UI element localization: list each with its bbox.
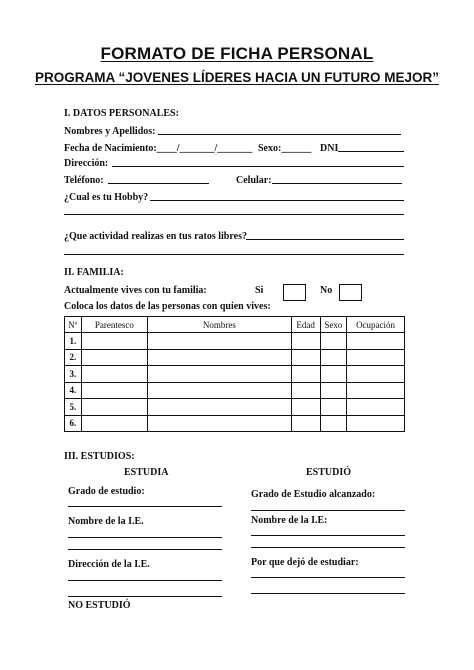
- age-cell[interactable]: [291, 349, 320, 366]
- sex-cell[interactable]: [320, 415, 346, 432]
- row-number: 6.: [65, 415, 82, 432]
- institution-field[interactable]: [68, 537, 222, 538]
- cell-field[interactable]: [272, 183, 402, 184]
- reason-field-line-2[interactable]: [251, 593, 405, 594]
- free-time-field[interactable]: [246, 239, 404, 240]
- sex-cell[interactable]: [320, 399, 346, 416]
- relationship-cell[interactable]: [81, 399, 147, 416]
- yes-label: Si: [255, 285, 264, 296]
- age-cell[interactable]: [291, 382, 320, 399]
- table-row: [65, 399, 405, 416]
- names-label: Nombres y Apellidos:: [64, 126, 156, 137]
- grade-field[interactable]: [68, 506, 222, 507]
- names-cell[interactable]: [148, 382, 291, 399]
- relationship-cell[interactable]: [81, 415, 147, 432]
- reason-field[interactable]: [251, 577, 405, 578]
- col-sex: Sexo: [320, 317, 346, 333]
- names-cell[interactable]: [148, 366, 291, 383]
- institution-field-right[interactable]: [251, 535, 405, 536]
- section-studies-title: III. ESTUDIOS:: [64, 451, 135, 462]
- row-number: 1.: [65, 333, 82, 350]
- row-number: 2.: [65, 349, 82, 366]
- row-number: 3.: [65, 366, 82, 383]
- col-number: Nº: [65, 317, 82, 333]
- institution-address-field-line-2[interactable]: [68, 596, 222, 597]
- family-table-header: [65, 317, 405, 333]
- hobby-field[interactable]: [150, 200, 404, 201]
- col-names: Nombres: [148, 317, 291, 333]
- row-number: 5.: [65, 399, 82, 416]
- row-number: 4.: [65, 382, 82, 399]
- reason-label: Por que dejó de estudiar:: [251, 557, 359, 568]
- age-cell[interactable]: [291, 399, 320, 416]
- phone-label: Teléfono:: [64, 175, 104, 186]
- yes-checkbox[interactable]: [283, 284, 306, 301]
- family-instructions: Coloca los datos de las personas con quien vives:: [64, 301, 271, 312]
- occupation-cell[interactable]: [347, 349, 405, 366]
- institution-field-line-2[interactable]: [68, 549, 222, 550]
- table-row: [65, 366, 405, 383]
- address-label: Dirección:: [64, 158, 109, 169]
- names-cell[interactable]: [148, 415, 291, 432]
- table-row: [65, 415, 405, 432]
- cell-label: Celular:: [236, 175, 272, 186]
- section-family-title: II. FAMILIA:: [64, 267, 124, 278]
- names-cell[interactable]: [148, 333, 291, 350]
- studying-header: ESTUDIA: [124, 467, 169, 478]
- occupation-cell[interactable]: [347, 382, 405, 399]
- age-cell[interactable]: [291, 333, 320, 350]
- program-subtitle: PROGRAMA “JOVENES LÍDERES HACIA UN FUTURO MEJOR”: [34, 70, 440, 85]
- sex-cell[interactable]: [320, 333, 346, 350]
- occupation-cell[interactable]: [347, 333, 405, 350]
- col-relationship: Parentesco: [81, 317, 147, 333]
- occupation-cell[interactable]: [347, 366, 405, 383]
- birth-date-label: Fecha de Nacimiento:____/_______/_______: [64, 143, 253, 154]
- document-title: FORMATO DE FICHA PERSONAL: [100, 44, 374, 63]
- not-studied-label: NO ESTUDIÓ: [68, 600, 131, 611]
- relationship-cell[interactable]: [81, 349, 147, 366]
- dni-field[interactable]: [338, 151, 404, 152]
- lives-with-family-label: Actualmente vives con tu familia:: [64, 285, 207, 296]
- names-field[interactable]: [158, 134, 401, 135]
- hobby-field-line-2[interactable]: [64, 214, 404, 215]
- institution-field-right-line-2[interactable]: [251, 547, 405, 548]
- grade-reached-field[interactable]: [251, 510, 405, 511]
- address-field[interactable]: [112, 166, 404, 167]
- col-age: Edad: [291, 317, 320, 333]
- relationship-cell[interactable]: [81, 382, 147, 399]
- age-cell[interactable]: [291, 366, 320, 383]
- occupation-cell[interactable]: [347, 399, 405, 416]
- section-personal-title: I. DATOS PERSONALES:: [64, 108, 179, 119]
- names-cell[interactable]: [148, 399, 291, 416]
- institution-address-label: Dirección de la I.E.: [68, 559, 150, 570]
- table-row: [65, 333, 405, 350]
- grade-label: Grado de estudio:: [68, 486, 145, 497]
- free-time-label: ¿Que actividad realizas en tus ratos libres?: [64, 231, 247, 242]
- relationship-cell[interactable]: [81, 333, 147, 350]
- table-row: [65, 382, 405, 399]
- col-occupation: Ocupación: [347, 317, 405, 333]
- names-cell[interactable]: [148, 349, 291, 366]
- free-time-field-line-2[interactable]: [64, 254, 404, 255]
- table-row: [65, 349, 405, 366]
- occupation-cell[interactable]: [347, 415, 405, 432]
- institution-label-right: Nombre de la I.E:: [251, 515, 328, 526]
- grade-reached-label: Grado de Estudio alcanzado:: [251, 489, 376, 500]
- no-label: No: [320, 285, 333, 296]
- sex-label: Sexo:______: [258, 143, 312, 154]
- institution-address-field[interactable]: [68, 580, 222, 581]
- dni-label: DNI: [320, 143, 339, 154]
- family-table: [64, 316, 405, 432]
- phone-field[interactable]: [108, 183, 209, 184]
- institution-label: Nombre de la I.E.: [68, 516, 144, 527]
- studied-header: ESTUDIÓ: [306, 467, 352, 478]
- no-checkbox[interactable]: [339, 284, 362, 301]
- age-cell[interactable]: [291, 415, 320, 432]
- hobby-label: ¿Cual es tu Hobby?: [64, 192, 149, 203]
- sex-cell[interactable]: [320, 366, 346, 383]
- sex-cell[interactable]: [320, 382, 346, 399]
- sex-cell[interactable]: [320, 349, 346, 366]
- relationship-cell[interactable]: [81, 366, 147, 383]
